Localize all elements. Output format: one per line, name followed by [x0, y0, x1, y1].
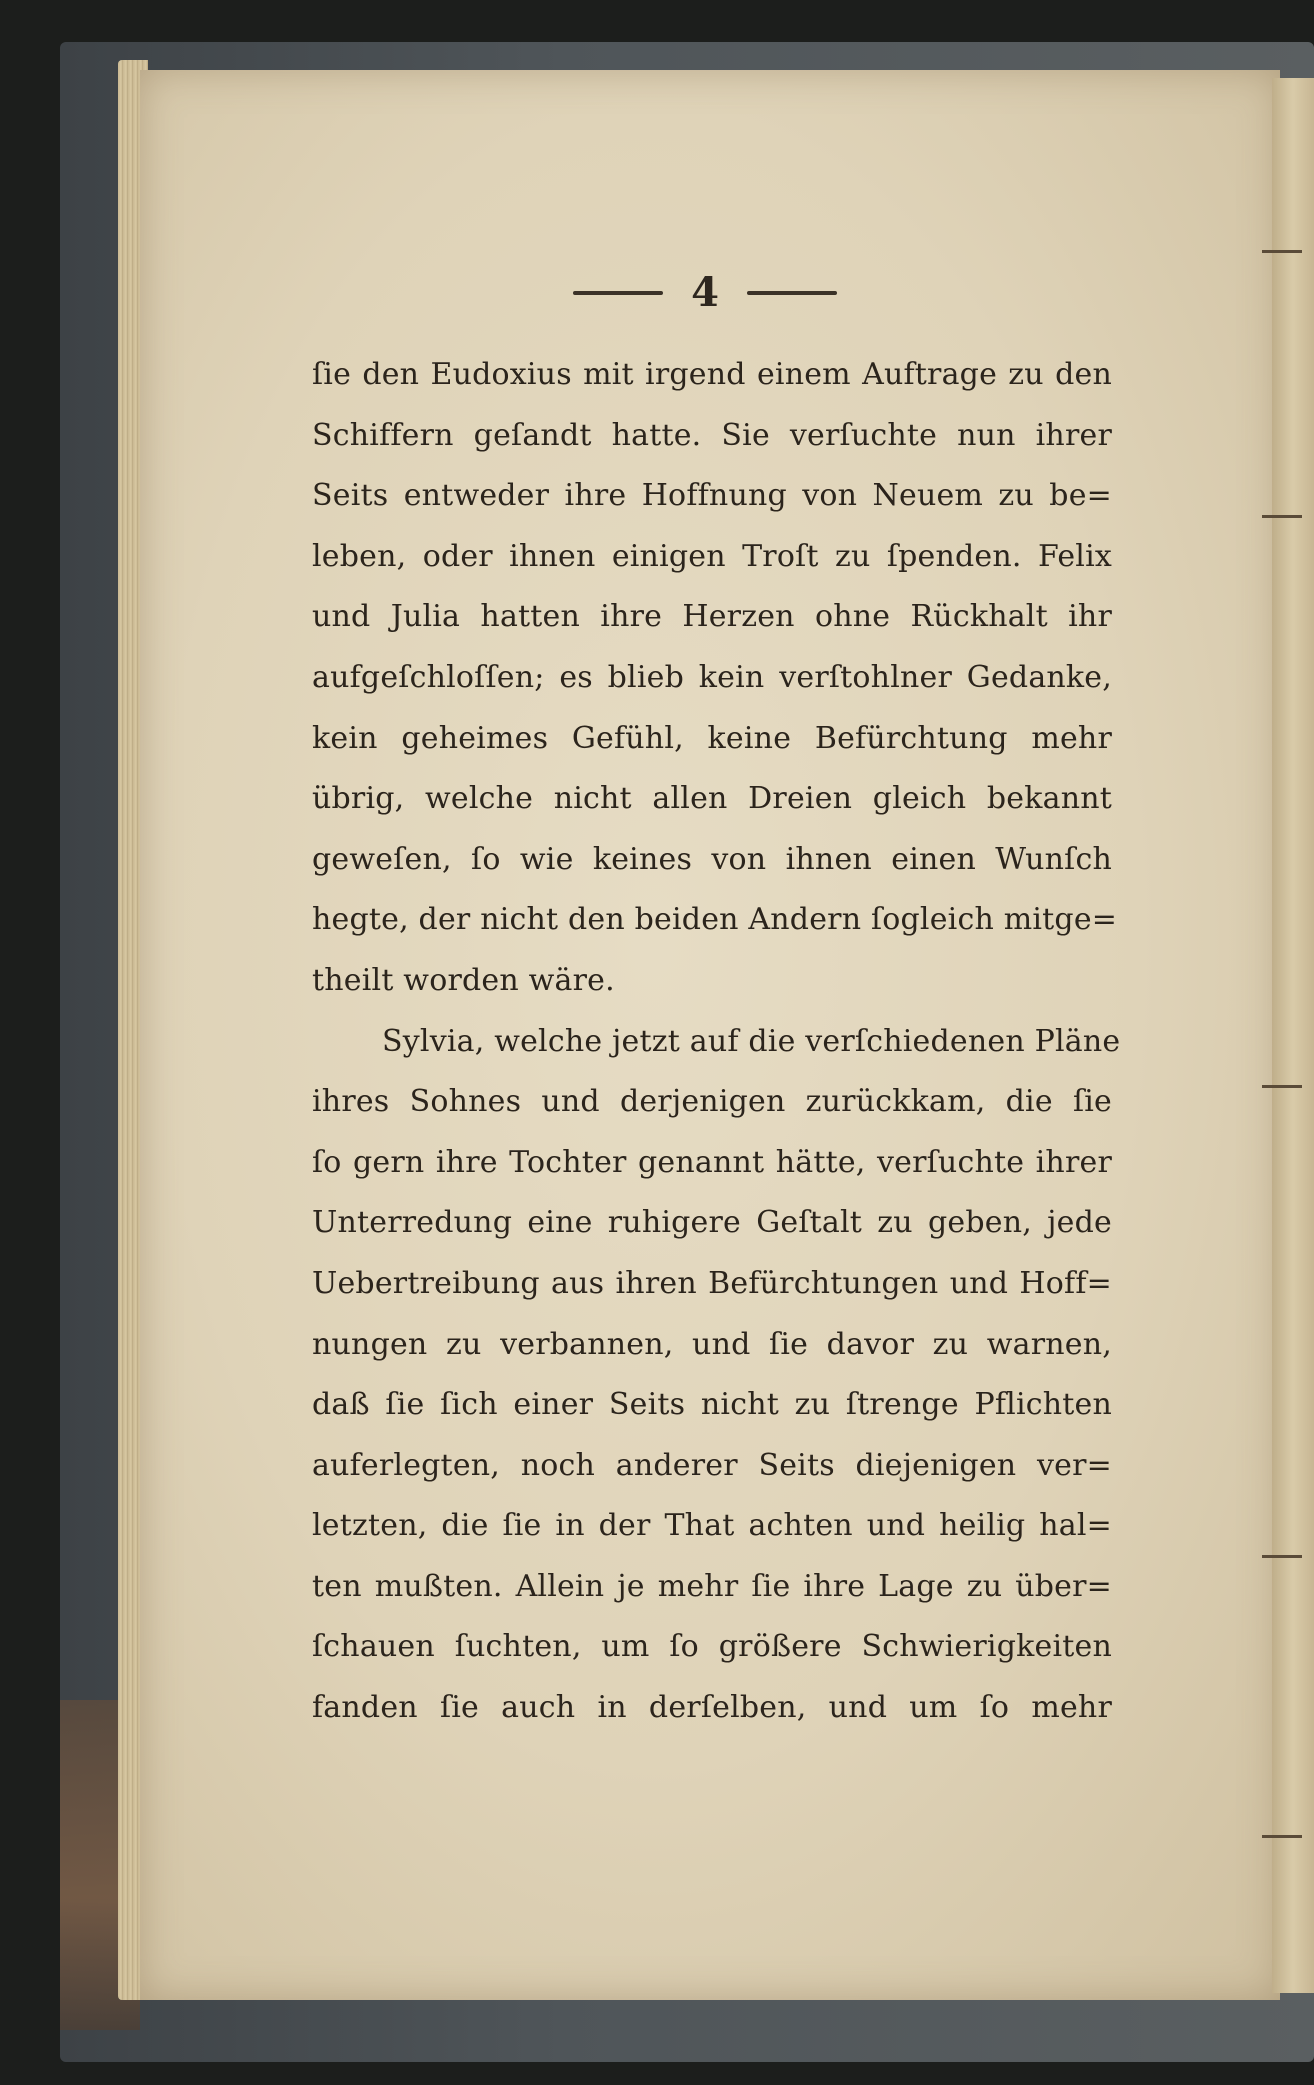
text-line: nungen zu verbannen, und ſie davor zu warnen, [312, 1326, 1112, 1362]
facing-page-edge [1272, 78, 1314, 1993]
binding-stitch [1262, 1085, 1302, 1088]
text-line: Sylvia, welche jetzt auf die verſchiedenen Pläne [382, 1023, 1121, 1059]
text-line: ihres Sohnes und derjenigen zurückkam, die ſie [312, 1084, 1112, 1120]
page-body [312, 345, 1121, 1739]
text-line: ſchauen ſuchten, um ſo größere Schwierigkeiten [312, 1629, 1112, 1665]
text-line: aufgeſchloſſen; es blieb kein verſtohlner Gedanke, [312, 659, 1112, 695]
page-number: 4 [691, 269, 719, 316]
text-line: ſo gern ihre Tochter genannt hätte, verſuchte ihrer [312, 1144, 1112, 1180]
header-rule-left [573, 291, 663, 295]
text-line: übrig, welche nicht allen Dreien gleich bekannt [312, 781, 1112, 817]
binding-stitch [1262, 515, 1302, 518]
text-line: Schiffern geſandt hatte. Sie verſuchte nun ihrer [312, 417, 1112, 453]
text-line: geweſen, ſo wie keines von ihnen einen Wunſch [312, 841, 1112, 877]
header-rule-right [747, 291, 837, 295]
text-line: fanden ſie auch in derſelben, und um ſo mehr [312, 1690, 1112, 1726]
text-line: ſie den Eudoxius mit irgend einem Auftrage zu den [312, 357, 1112, 392]
text-line: daß ſie ſich einer Seits nicht zu ſtrenge Pflichten [312, 1387, 1112, 1423]
text-line: kein geheimes Gefühl, keine Befürchtung mehr [312, 720, 1112, 756]
binding-stitch [1262, 250, 1302, 253]
text-line: Unterredung eine ruhigere Geſtalt zu geben, jede [312, 1205, 1112, 1241]
text-line: leben, oder ihnen einigen Troſt zu ſpenden. Felix [312, 538, 1112, 574]
binding-stitch [1262, 1835, 1302, 1838]
text-line: hegte, der nicht den beiden Andern ſogleich mitge= [312, 902, 1118, 938]
text-line: letzten, die ſie in der That achten und heilig hal= [312, 1508, 1112, 1544]
text-line: Seits entweder ihre Hoffnung von Neuem zu be= [312, 478, 1112, 514]
text-line: ten mußten. Allein je mehr ſie ihre Lage zu über= [312, 1568, 1112, 1604]
paragraph [312, 1012, 1121, 1739]
text-line: und Julia hatten ihre Herzen ohne Rückhalt ihr [312, 599, 1112, 635]
text-line: Uebertreibung aus ihren Befürchtungen und Hoff= [312, 1265, 1112, 1301]
page-header [540, 268, 870, 318]
text-line: theilt worden wäre. [312, 962, 615, 998]
paragraph [312, 345, 1118, 1012]
binding-stitch [1262, 1555, 1302, 1558]
text-line: auferlegten, noch anderer Seits diejenigen ver= [312, 1447, 1112, 1483]
